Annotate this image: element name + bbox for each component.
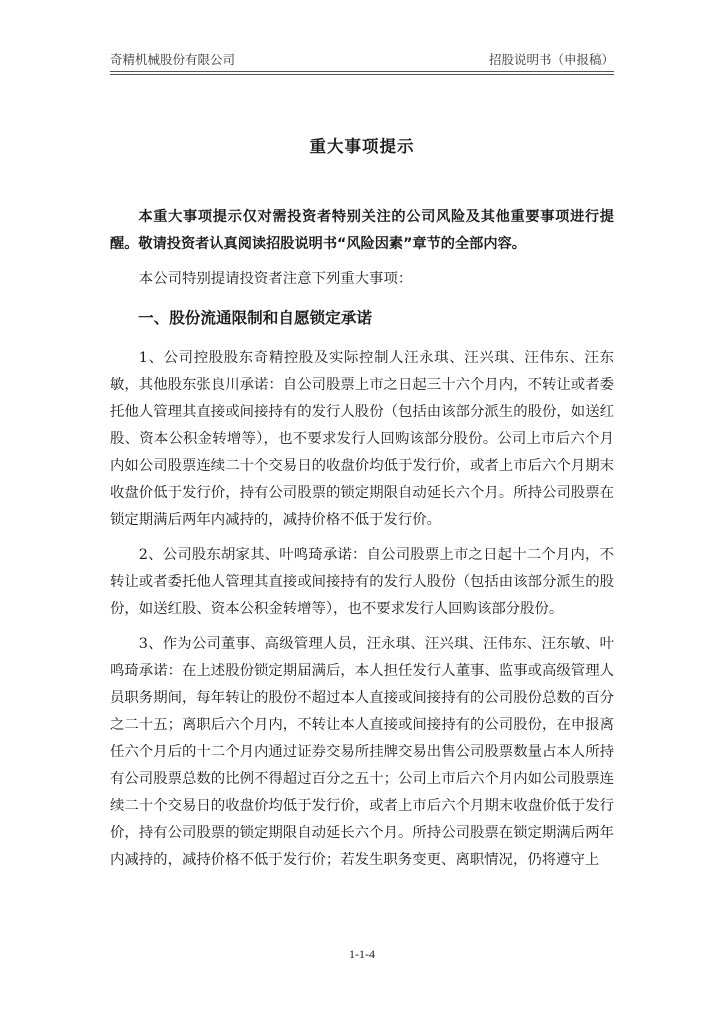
- document-body: [110, 204, 614, 882]
- commitment-paragraph-1: 1、公司控股股东奇精控股及实际控制人汪永琪、汪兴琪、汪伟东、汪东敏，其他股东张良川承诺：自公司股票上市之日起三十六个月内，不转让或者委托他人管理其直接或间接持有的发行人股份（包括由该部分派生的股份，如送红股、资本公积金转增等），也不要求发行人回购该部分股份。公司上市后六个月内如公司股票连续二十个交易日的收盘价均低于发行价，或者上市后六个月期末收盘价低于发行价，持有公司股票的锁定期限自动延长六个月。所持公司股票在锁定期满后两年内减持的，减持价格不低于发行价。: [110, 350, 614, 528]
- header-rule-thin: [110, 74, 614, 75]
- commitment-paragraph-2: 2、公司股东胡家其、叶鸣琦承诺：自公司股票上市之日起十二个月内，不转让或者委托他人管理其直接或间接持有的发行人股份（包括由该部分派生的股份，如送红股、资本公积金转增等），也不要求发行人回购该部分股份。: [110, 547, 614, 617]
- header-company-name: 奇精机械股份有限公司: [110, 52, 236, 67]
- commitment-paragraph-3: 3、作为公司董事、高级管理人员，汪永琪、汪兴琪、汪伟东、汪东敏、叶鸣琦承诺：在上述股份锁定期届满后，本人担任发行人董事、监事或高级管理人员职务期间，每年转让的股份不超过本人直接或间接持有的公司股份总数的百分之二十五；离职后六个月内，不转让本人直接或间接持有的公司股份，在申报离任六个月后的十二个月内通过证券交易所挂牌交易出售公司股票数量占本人所持有公司股票总数的比例不得超过百分之五十；公司上市后六个月内如公司股票连续二十个交易日的收盘价均低于发行价，或者上市后六个月期末收盘价低于发行价，持有公司股票的锁定期限自动延长六个月。所持公司股票在锁定期满后两年内减持的，减持价格不低于发行价；若发生职务变更、离职情况，仍将遵守上: [110, 636, 614, 868]
- header-document-type: 招股说明书（申报稿）: [488, 52, 614, 67]
- page-header: [110, 50, 614, 70]
- intro-paragraph: 本重大事项提示仅对需投资者特别关注的公司风险及其他重要事项进行提醒。敬请投资者认真阅读招股说明书“风险因素”章节的全部内容。: [110, 209, 614, 252]
- section-heading: 一、股份流通限制和自愿锁定承诺: [138, 309, 372, 327]
- page-title: 重大事项提示: [309, 137, 415, 156]
- page-number: 1-1-4: [349, 947, 375, 961]
- header-rule-thick: [110, 71, 614, 72]
- notice-paragraph: 本公司特别提请投资者注意下列重大事项：: [138, 271, 413, 287]
